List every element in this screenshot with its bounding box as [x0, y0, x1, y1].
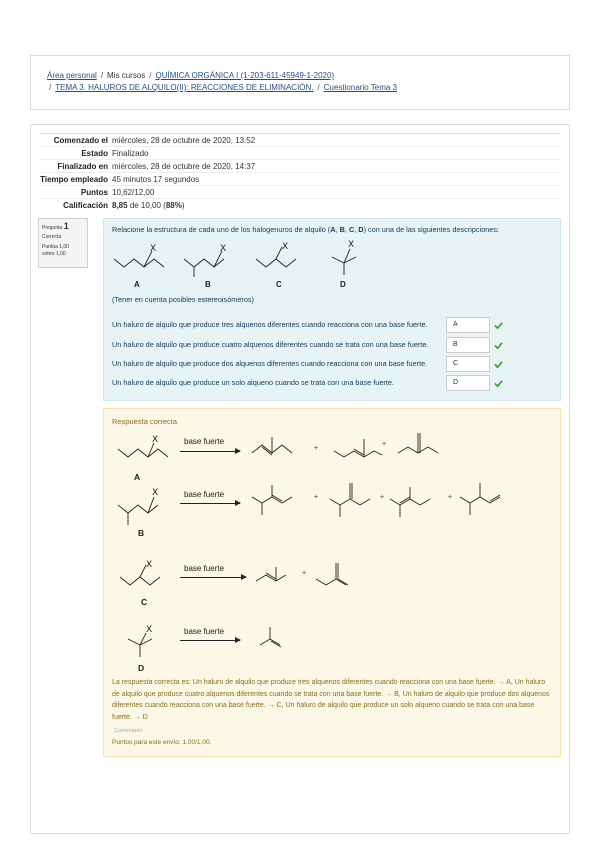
reagent-label: base fuerte: [184, 490, 225, 499]
points-text: Puntos para este envío: 1,00/1,00.: [112, 739, 212, 746]
attempt-summary-table: [40, 133, 560, 211]
breadcrumb-topic-link[interactable]: TEMA 3. HALUROS DE ALQUILO(II): REACCIONES DE ELIMINACIÓN.: [55, 83, 314, 92]
product-alkene: [314, 557, 364, 591]
product-alkene: [250, 433, 300, 461]
summary-row: Comenzado el miércoles, 28 de octubre de 2020, 13:52: [40, 133, 560, 146]
halogen-x-label: X: [348, 240, 355, 250]
breadcrumb-course-link[interactable]: QUÍMICA ORGÁNICA I (1-203-611-45949-1-2020): [155, 71, 335, 80]
plus-sign: +: [314, 494, 319, 501]
product-alkene: [458, 479, 508, 521]
halogen-x-label: X: [150, 244, 157, 254]
reaction-c-label: C: [141, 597, 148, 607]
match-row-text: Un haluro de alquilo que produce cuatro alquenos diferentes cuando se trata con una base fuerte.: [112, 340, 429, 349]
question-box: [103, 218, 561, 401]
match-row-text: Un haluro de alquilo que produce tres alquenos diferentes cuando reacciona con una base fuerte.: [112, 320, 428, 329]
structure-a-label: A: [134, 280, 140, 289]
grade-percent: 88%: [165, 201, 182, 210]
reagent-label: base fuerte: [184, 437, 225, 446]
product-alkene: [396, 429, 450, 461]
question-number: 1: [63, 221, 69, 231]
plus-sign: +: [302, 570, 307, 577]
structure-d-label: D: [340, 280, 346, 289]
reaction-d-reactant: [124, 621, 174, 661]
match-select-4[interactable]: D: [446, 375, 490, 391]
question-info: [38, 218, 88, 268]
reaction-arrow: [180, 640, 240, 641]
question-state: Correcta: [42, 234, 62, 240]
summary-row: Puntos 10,62/12,00: [40, 185, 560, 198]
stereo-note: (Tener en cuenta posibles estereoisómeros): [112, 295, 254, 304]
reaction-arrow: [180, 503, 240, 504]
breadcrumb-card: [30, 55, 570, 110]
plus-sign: +: [448, 494, 453, 501]
reagent-label: base fuerte: [184, 564, 225, 573]
reaction-a-label: A: [134, 472, 141, 482]
structure-c-image: [254, 237, 314, 277]
question-prefix: Pregunta: [42, 225, 63, 231]
match-select-3[interactable]: C: [446, 356, 490, 372]
reaction-c-reactant: [118, 557, 174, 593]
halogen-x-label: X: [146, 625, 153, 635]
product-alkene: [250, 481, 300, 521]
summary-row-grade: Calificación 8,85 de 10,00 (88%): [40, 198, 560, 211]
halogen-x-label: X: [220, 244, 227, 254]
comment-link[interactable]: Comentario: [114, 728, 143, 734]
question-mark-1: Puntúa 1,00: [42, 244, 69, 250]
check-icon: [494, 341, 503, 350]
reaction-b-label: B: [138, 528, 145, 538]
check-icon: [494, 379, 503, 388]
match-row-text: Un haluro de alquilo que produce dos alquenos diferentes cuando reacciona con una base fuerte.: [112, 359, 428, 368]
check-icon: [494, 360, 503, 369]
structure-c-label: C: [276, 280, 282, 289]
grade-score: 8,85: [112, 201, 128, 210]
breadcrumb-quiz-link[interactable]: Cuestionario Tema 3: [323, 83, 397, 92]
match-select-2[interactable]: B: [446, 337, 490, 353]
summary-row: Tiempo empleado 45 minutos 17 segundos: [40, 172, 560, 185]
summary-row: Finalizado en miércoles, 28 de octubre de 2020, 14:37: [40, 159, 560, 172]
summary-row: Estado Finalizado: [40, 146, 560, 159]
reaction-b-reactant: [116, 485, 172, 529]
product-alkene: [328, 477, 378, 521]
product-alkene: [254, 559, 307, 591]
structure-a-image: [112, 237, 172, 277]
structure-d-image: [326, 233, 376, 277]
breadcrumb: Área personal / Mis cursos / QUÍMICA ORGÁNICA I (1-203-611-45949-1-2020): [47, 71, 335, 80]
feedback-box: [103, 408, 561, 757]
structure-b-label: B: [205, 280, 211, 289]
breadcrumb-home-link[interactable]: Área personal: [47, 71, 97, 80]
halogen-x-label: X: [152, 435, 159, 445]
reaction-arrow: [180, 451, 240, 452]
structure-b-image: [182, 237, 242, 277]
plus-sign: +: [314, 445, 319, 452]
halogen-x-label: X: [152, 488, 159, 498]
product-alkene: [332, 431, 386, 461]
match-select-1[interactable]: A: [446, 317, 490, 333]
right-answer-text: La respuesta correcta es: Un haluro de alquilo que produce tres alquenos diferentes cuando reacciona con una base fuerte. → A, Un haluro de alquilo que produce cuatro alquenos diferentes cuando se trata con una base fuerte. → B, Un haluro de alquilo que produce dos alquenos diferentes cuando reacciona con una base fuerte. → C, Un haluro de alquilo que produce un solo alqueno cuando se trata con una base fuerte. → D: [112, 679, 550, 721]
reaction-arrow: [180, 577, 246, 578]
breadcrumb-line-2: / TEMA 3. HALUROS DE ALQUILO(II): REACCIONES DE ELIMINACIÓN. / Cuestionario Tema 3: [49, 83, 397, 92]
reaction-a-reactant: [116, 429, 172, 465]
match-row-text: Un haluro de alquilo que produce un solo alqueno cuando se trata con una base fuerte.: [112, 378, 394, 387]
feedback-title: Respuesta correcta: [112, 417, 178, 426]
halogen-x-label: X: [282, 242, 289, 252]
plus-sign: +: [382, 441, 387, 448]
plus-sign: +: [380, 494, 385, 501]
product-alkene: [388, 481, 440, 521]
product-alkene: [254, 621, 294, 655]
breadcrumb-courses[interactable]: Mis cursos: [107, 71, 146, 80]
reagent-label: base fuerte: [184, 627, 225, 636]
question-mark-2: sobre 1,00: [42, 251, 66, 257]
reaction-d-label: D: [138, 663, 145, 673]
check-icon: [494, 321, 503, 330]
question-text: Relacione la estructura de cada uno de los halogenuros de alquilo (A, B, C, D) con una de las siguientes descripciones:: [112, 225, 500, 234]
halogen-x-label: X: [146, 560, 153, 570]
